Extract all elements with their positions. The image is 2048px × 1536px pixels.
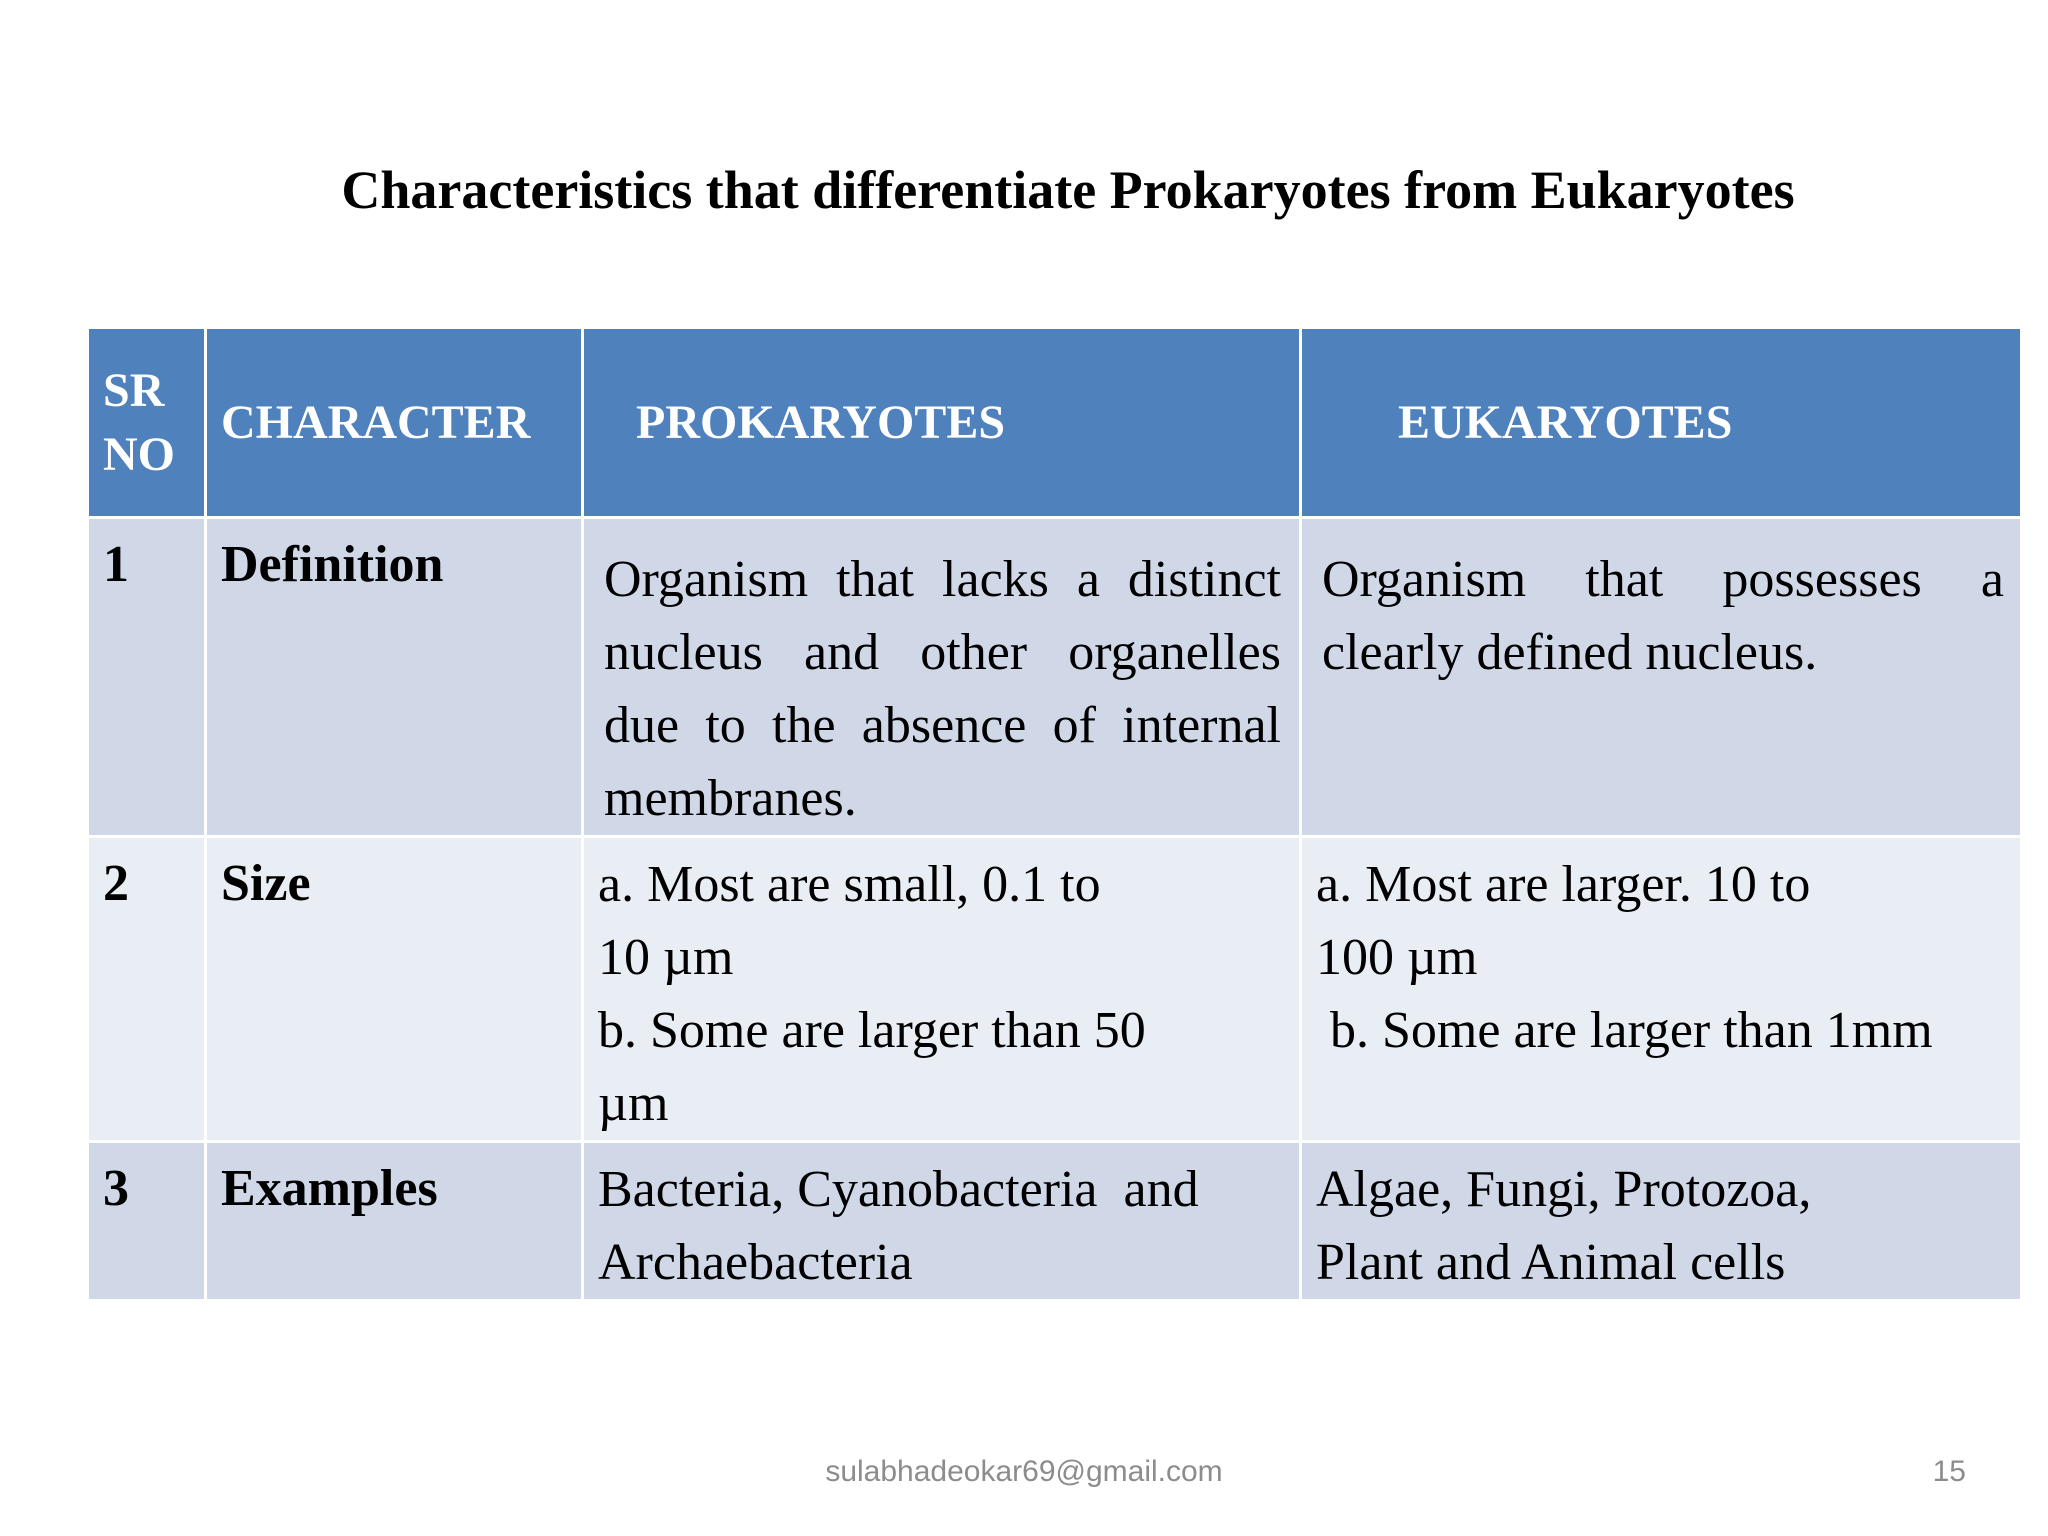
- eukaryote-examples: [1301, 1142, 2022, 1301]
- prokaryote-examples: [583, 1142, 1301, 1301]
- footer-email: sulabhadeokar69@gmail.com: [825, 1455, 1223, 1488]
- header-sr-line2: NO: [103, 427, 175, 481]
- header-sr-line1: SR: [103, 363, 165, 417]
- row-number: 3: [88, 1142, 206, 1301]
- prokaryote-size: [583, 837, 1301, 1142]
- row-number: 1: [88, 518, 206, 837]
- slide-page-number: 15: [1932, 1455, 1966, 1488]
- eukaryote-examples-line: Plant and Animal cells: [1316, 1234, 1786, 1291]
- prokaryote-size-line: 10 µm: [598, 929, 734, 986]
- row-character: Definition: [206, 518, 583, 837]
- table-header-row: [88, 328, 2022, 518]
- header-character: CHARACTER: [206, 328, 583, 518]
- header-prokaryotes: PROKARYOTES: [583, 328, 1301, 518]
- prokaryote-size-line: b. Some are larger than 50: [598, 1002, 1146, 1059]
- prokaryote-definition: Organism that lacks a distinct nucleus and other organelles due to the absence of internal membranes.: [583, 518, 1301, 837]
- row-number: 2: [88, 837, 206, 1142]
- eukaryote-definition: Organism that possesses a clearly defined nucleus.: [1301, 518, 2022, 837]
- table-row-examples: [88, 1142, 2022, 1301]
- table-row-definition: [88, 518, 2022, 837]
- prokaryote-examples-line: Archaebacteria: [598, 1234, 913, 1291]
- prokaryote-size-line: µm: [598, 1075, 669, 1132]
- eukaryote-size-line: 100 µm: [1316, 929, 1478, 986]
- comparison-table: [86, 326, 2023, 1302]
- row-character: Size: [206, 837, 583, 1142]
- table-row-size: [88, 837, 2022, 1142]
- eukaryote-size: [1301, 837, 2022, 1142]
- prokaryote-size-line: a. Most are small, 0.1 to: [598, 856, 1101, 913]
- prokaryote-examples-line: Bacteria, Cyanobacteria and: [598, 1161, 1199, 1218]
- row-character: Examples: [206, 1142, 583, 1301]
- eukaryote-size-line: b. Some are larger than 1mm: [1330, 1002, 1933, 1059]
- header-sr-no: [88, 328, 206, 518]
- header-eukaryotes: EUKARYOTES: [1301, 328, 2022, 518]
- slide-title: Characteristics that differentiate Prokaryotes from Eukaryotes: [341, 160, 1795, 220]
- eukaryote-size-line: a. Most are larger. 10 to: [1316, 856, 1811, 913]
- eukaryote-examples-line: Algae, Fungi, Protozoa,: [1316, 1161, 1812, 1218]
